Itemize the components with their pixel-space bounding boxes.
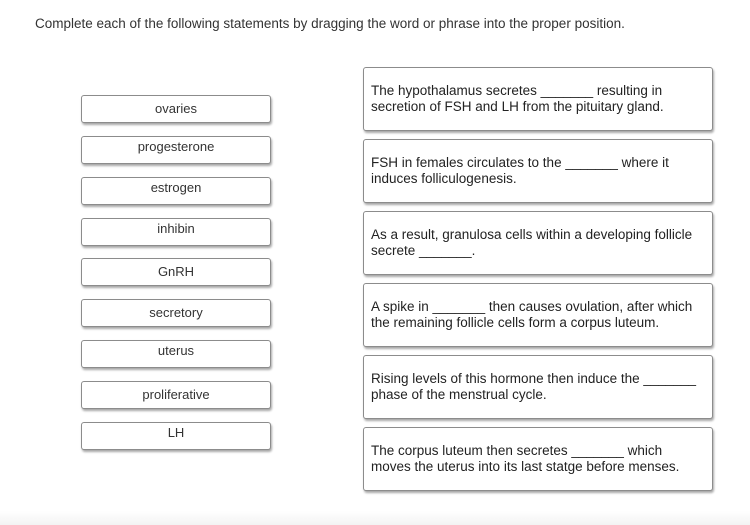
word-label: GnRH — [157, 264, 195, 279]
statement-drop-target-2[interactable] — [363, 139, 713, 203]
word-label: progesterone — [137, 139, 215, 154]
draggable-word-secretory[interactable] — [81, 299, 271, 327]
statement-text: A spike in _______ then causes ovulation, after which the remaining follicle cells form a corpus luteum. — [371, 299, 693, 330]
statement-text: The corpus luteum then secretes _______ which moves the uterus into its last statge before menses. — [371, 443, 680, 474]
draggable-word-uterus[interactable] — [81, 340, 271, 368]
draggable-word-estrogen[interactable] — [81, 177, 271, 205]
instructions-text: Complete each of the following statements by dragging the word or phrase into the proper position. — [35, 16, 625, 31]
statement-drop-target-6[interactable] — [363, 427, 713, 491]
statement-text: Rising levels of this hormone then induce the _______ phase of the menstrual cycle. — [371, 371, 696, 402]
draggable-word-progesterone[interactable] — [81, 136, 271, 164]
draggable-word-ovaries[interactable] — [81, 95, 271, 123]
draggable-word-proliferative[interactable] — [81, 381, 271, 409]
word-label: uterus — [157, 343, 195, 358]
statement-drop-target-5[interactable] — [363, 355, 713, 419]
statement-text: FSH in females circulates to the _______ where it induces folliculogenesis. — [371, 155, 669, 186]
footer-shade — [0, 511, 750, 525]
statement-drop-target-4[interactable] — [363, 283, 713, 347]
draggable-word-lh[interactable] — [81, 422, 271, 450]
statement-text: As a result, granulosa cells within a developing follicle secrete _______. — [371, 227, 693, 258]
word-label: ovaries — [155, 101, 197, 116]
word-label: LH — [167, 425, 185, 440]
word-label: proliferative — [142, 387, 210, 402]
word-label: secretory — [149, 305, 203, 320]
statement-text: The hypothalamus secretes _______ resulting in secretion of FSH and LH from the pituitary gland. — [371, 83, 664, 114]
word-label: estrogen — [150, 180, 202, 195]
draggable-word-gnrh[interactable] — [81, 258, 271, 286]
statement-drop-target-1[interactable] — [363, 67, 713, 131]
draggable-word-inhibin[interactable] — [81, 218, 271, 246]
statement-drop-target-3[interactable] — [363, 211, 713, 275]
word-label: inhibin — [157, 221, 195, 236]
